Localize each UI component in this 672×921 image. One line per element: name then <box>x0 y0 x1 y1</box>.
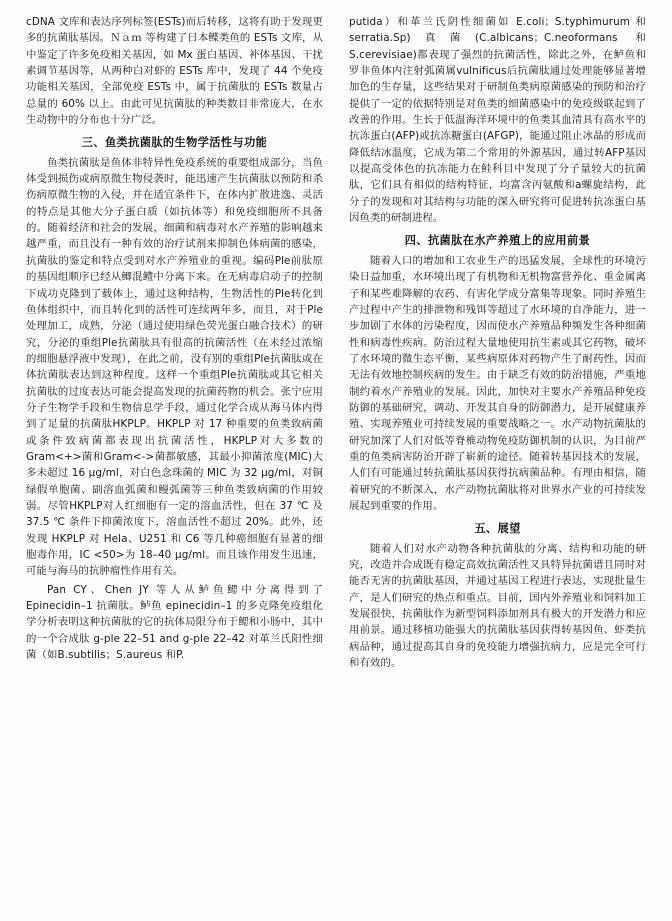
section-heading-aquaculture-application: 四、抗菌肽在水产养殖上的应用前景 <box>404 234 591 248</box>
section-heading-biological-activity: 三、鱼类抗菌肽的生物学活性与功能 <box>81 136 268 150</box>
two-column-layout <box>26 14 646 911</box>
paragraph-est-transfer: cDNA 文库和表达序列标签(ESTs)而后转移，这将有助于发现更多的抗菌肽基因。Ｎａｍ 等构建了日本鲽类鱼的 ESTs 文库，从中鉴定了许多免疫相关基因，如 Mx 蛋白基因、补体基因、干扰素调节基因等，从两种白对虾的 ESTs 库中，发现了 44 个免疫功能相关基因，全部免疫 ESTs 中，属于抗菌肽的 ESTs 数量占总量的 60% 以上。由此可见抗菌肽的种类数目非常庞大，在水生动物中的分布也十分广泛。 <box>26 16 323 127</box>
paragraph-epinecidin: Pan CY、Chen JY 等人从鲈鱼鳃中分离得到了 Epinecidin–1 抗菌肽。鲈鱼 epinecidin–1 的多克隆免疫组化学分析表明这种抗菌肽的它的抗体局限分布于鳃和小肠中，其中的一个合成肽 g-ple 22–51 and g-ple 22–42 对革兰氏阳性细菌（如B.subtilis；S.aureus 和P. <box>26 583 323 662</box>
paragraph-bacteria-list: putida）和革兰氏阴性细菌如 E.coli；S.typhimurum 和 serratia.Sp)真菌(C.albicans；C.neoformans 和 S.cerevisiae)都表现了强烈的抗菌活性，除此之外，在鲈鱼和罗非鱼体内注射弧菌属vulnificus后抗菌肽通过处理能够显著增加色的生存量，这些结果对于研制鱼类病原菌感染的预防和治疗提供了一定的依据特别是对鱼类的细菌感染中的免疫级联起到了改善的作用。生长于低温海洋环境中的鱼类其血清具有高水平的抗冻蛋白(AFP)或抗冻糖蛋白(AFGP)，能通过阻止冰晶的形成而降低结冰温度，它成为第二个常用的外源基因，通过转AFP基因以提高受体色的抗冻能力在鲑科目中发现了分子量较大的抗菌肽，它们具有相似的结构特征，均富含丙氨酸和a螺旋结构，此分子的发现和对其结构与功能的深入研究将可促进转抗冻蛋白基因鱼类的研制进程。 <box>349 16 646 225</box>
section-heading-outlook: 五、展望 <box>474 522 521 536</box>
paragraph-aquaculture-prospect: 随着人口的增加和工农业生产的迅猛发展，全球性的环境污染日益加重，水环境出现了有机物和无机物富营养化、重金属离子和某些难降解的农药、有害化学成分富集等现象。同时养殖生产过程中产生的排泄物和残饵等超过了水环境的自净能力，进一步加剧了水体的污染程度，因而使水产养殖品种频发生各种细菌性和病毒性疾病。防治过程大量地使用抗生素或其它药物，破坏了水环境的微生态平衡，某些病原体对药物产生了耐药性，因而无法有效地控制疾病的发生。由于缺乏有效的防治措施，严重地制约着水产养殖业的发展。因此，加快对主要水产养殖品种免疫防御的基础研究，调动、开发其自身的防御潜力，是开展健康养殖、实现养殖业可持续发展的重要战略之一。水产动物抗菌肽的研究加深了人们对低等脊椎动物免疫防御机制的认识，为目前严重的鱼类病害防治开辟了崭新的途径。随着转基因技术的发展，人们有可能通过转抗菌肽基因获得抗病菌品种。有理由相信，随着研究的不断深入，水产动物抗菌肽将对世界水产业的可持续发展起到重要的作用。 <box>349 254 646 512</box>
paragraph-amp-function: 鱼类抗菌肽是鱼体非特异性免疫系统的重要组成部分，当鱼体受到损伤或病原微生物侵袭时，能迅速产生抗菌肽以预防和杀伤病原微生物的入侵，并在适宜条件下，在体内扩散进逸、灵活的特点是其他大分子蛋白质（如抗体等）和免疫细胞所不具备的。随着经济和社会的发展，细菌和病毒对水产养殖的影响越来越严重，而且没有一种有效的治疗试剂来抑制色体病菌的感染，抗菌肽的鉴定和特点受到对水产养殖业的重视。编码Ple前肽原的基因组顺序已经从鲫混鳢中分离下来。在无病毒启动子的控制下成功克隆到了载体上，通过这种结构，生物活性的Ple转化到鱼体组织中，而且转化到的活性可连续两年多，而且，对于Ple处理加工，成熟，分泌（通过使用绿色荧光蛋白融合技术）的研究，分泌的重组Ple抗菌肽具有很高的抗菌活性（在未经过浓缩的细胞悬浮液中发现），在此之前，没有别的重组Ple抗菌肽或在体抗菌肽表达到这种程度。这样一个重组Ple抗菌肽或其它相关抗菌肽的过度表达可能会提高发现的抗菌药物的机会。张宁应用分子生物学手段和生物信息学手段，通过化学合成从海马体内得到了足量的抗菌肽HKPLP。HKPLP 对 17 种重要的鱼类致病菌或条件致病菌都表现出抗菌活性，HKPLP对大多数的Gram<+>菌和Gram<->菌都敏感，其最小抑菌浓度(MIC)大多未超过 16 μg/ml，对白色念珠菌的 MIC 为 32 μg/ml，对铜绿假单胞菌、副溶血弧菌和鳗弧菌等三种鱼类致病菌的作用较弱。尽管HKPLP对人红细胞有一定的溶血活性，但在 37 ℃ 及 37.5 ℃ 条件下抑菌浓度下，溶血活性不超过 20%。此外，还发现 HKPLP 对 Hela、U251 和 C6 等几种癌细胞有显著的细胞毒作用，IC <50>为 18–40 μg/ml。而且该作用发生迅速，可能与海马的抗肿瘤性作用有关。 <box>26 156 323 578</box>
paragraph-outlook: 随着人们对水产动物各种抗菌肽的分离、结构和功能的研究，改造并合成既有稳定高效抗菌活性又具特异抗菌谱且同时对能否无害的抗菌肽基因，并通过基因工程进行表达，实现批量生产，是人们研究的热点和重点。目前，国内外养殖业和饲料加工发展很快，抗菌肽作为新型饲料添加剂具有极大的开发潜力和应用前景。通过移植功能强大的抗菌肽基因获得转基因鱼、虾类抗病品种，通过提高其自身的免疫能力增强抗病力，应是完全可行和有效的。 <box>349 542 646 670</box>
left-column <box>26 14 323 911</box>
right-column <box>349 14 646 911</box>
